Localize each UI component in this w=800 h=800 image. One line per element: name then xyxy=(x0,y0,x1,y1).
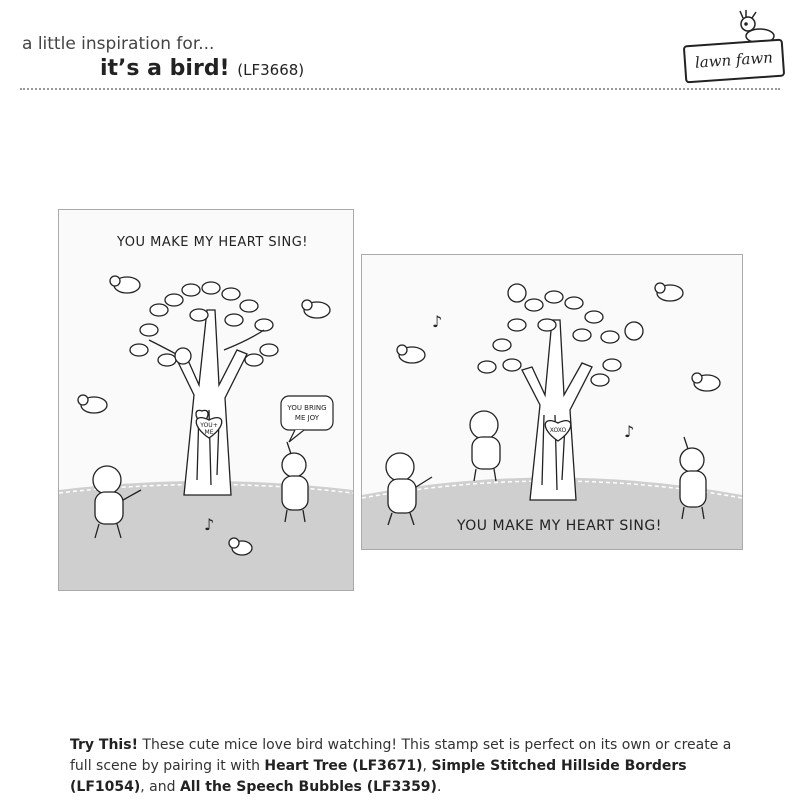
sentiment-text: YOU MAKE MY HEART SING! xyxy=(117,235,309,250)
try-this-text: These cute mice love bird watching! This stamp set is perfect on its own or create a full scene by pairing it with xyxy=(70,737,732,774)
product-speech-bubbles: All the Speech Bubbles (LF3359) xyxy=(179,779,437,795)
speech-bubble-line2: ME JOY xyxy=(294,414,320,422)
heart-tree xyxy=(130,282,278,495)
try-this-paragraph xyxy=(70,735,750,798)
bird xyxy=(397,345,425,363)
heart-text-line1: YOU+ xyxy=(200,422,218,429)
speech-bubble-line1: YOU BRING xyxy=(287,404,327,412)
period: . xyxy=(436,779,442,795)
card-right-illustration xyxy=(362,255,742,549)
product-heart-tree: Heart Tree (LF3671) xyxy=(264,758,423,774)
bird xyxy=(692,373,720,391)
intro-text: a little inspiration for... xyxy=(22,34,215,54)
separator: , and xyxy=(140,779,180,795)
header xyxy=(0,0,800,90)
lawn-fawn-logo xyxy=(682,6,782,82)
product-code: (LF3668) xyxy=(237,61,305,79)
music-note-icon: ♪ xyxy=(432,312,443,331)
sentiment-text: YOU MAKE MY HEART SING! xyxy=(457,518,662,534)
bird xyxy=(302,300,330,318)
heart-text: XOXO xyxy=(549,427,567,434)
header-divider xyxy=(20,88,780,90)
card-right xyxy=(361,254,743,550)
heart-tree xyxy=(478,284,643,500)
music-note-icon: ♪ xyxy=(624,422,635,441)
card-left-illustration xyxy=(59,210,353,590)
mouse-holding-binoculars xyxy=(470,411,500,481)
page-title xyxy=(100,56,304,81)
separator: , xyxy=(422,758,432,774)
music-note-icon: ♪ xyxy=(204,515,215,534)
bird xyxy=(110,276,140,293)
title-text: it’s a bird! xyxy=(100,56,230,81)
bird xyxy=(78,395,107,413)
product-hillside-borders: Simple Stitched Hillside Borders (LF1054) xyxy=(70,758,687,795)
try-this-lead: Try This! xyxy=(70,737,138,753)
heart-text-line2: ME xyxy=(204,429,214,436)
card-left xyxy=(58,209,354,591)
bird xyxy=(655,283,683,301)
logo-text: lawn fawn xyxy=(683,39,785,84)
